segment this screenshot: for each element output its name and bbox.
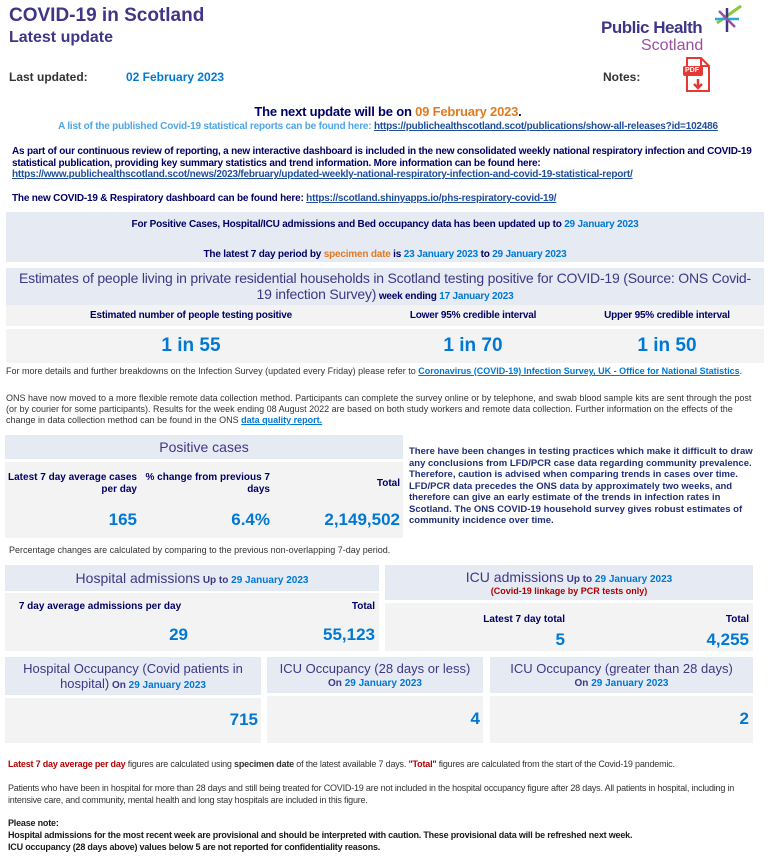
update-banner-line1: For Positive Cases, Hospital/ICU admissions and Bed occupancy data has been updated up to 29 January 2023: [131, 219, 639, 230]
hospital-occupancy-title-row: Hospital Occupancy (Covid patients in hospital) On 29 January 2023: [23, 661, 243, 691]
ons-value-estimate: 1 in 55: [161, 335, 221, 356]
icu-occupancy-long-value: 2: [739, 709, 749, 728]
hosp-label-total: Total: [351, 601, 375, 612]
cases-value-avg: 165: [108, 510, 137, 529]
logo-star-icon: [709, 4, 743, 34]
footer-occupancy-note: Patients who have been in hospital for more than 28 days and still being treated for COVID-19 are not included in the hospital occupancy figure after 28 days. All patients in hospital, including in intensive care, and community, mental health and long stay hospitals are included in this figure.: [8, 783, 735, 805]
please-note-icu: ICU occupancy (28 days above) values below 5 are not reported for confidentiality reasons.: [8, 842, 381, 852]
pdf-label: PDF: [685, 67, 699, 74]
last-updated-label: Last updated:: [9, 70, 88, 84]
hosp-label-avg: 7 day average admissions per day: [18, 601, 182, 612]
next-update-date: 09 February 2023: [415, 104, 519, 119]
review-paragraph: As part of our continuous review of reporting, a new interactive dashboard is included in the new consolidated weekly national respiratory infection and COVID-19 statistical publication, providing key summary statistics and trend information. More information can be found here: https://www.publichealthscotland.scot/news/2023/february/updated-weekly-national-respiratory-infection-and-covid-19-statistical-report/: [12, 146, 752, 180]
hospital-occupancy-date: 29 January 2023: [128, 680, 206, 691]
icu-occupancy-short-title: ICU Occupancy (28 days or less): [279, 661, 471, 676]
hospital-occupancy-header: [5, 657, 261, 695]
ons-week-date: 17 January 2023: [439, 291, 514, 302]
ons-value-upper: 1 in 50: [637, 335, 697, 356]
ons-more-info: For more details and further breakdowns on the Infection Survey (updated every Friday) please refer to Coronavirus (COVID-19) Infection Survey, UK - Office for National Statistics.: [6, 366, 743, 376]
news-link[interactable]: https://www.publichealthscotland.scot/news/2023/february/updated-weekly-national-respiratory-infection-and-covid-19-statistical-report/: [12, 169, 633, 180]
icu-label-total: Total: [725, 614, 749, 625]
update-banner-line2: The latest 7 day period by specimen date is 23 January 2023 to 29 January 2023: [203, 249, 567, 260]
footer-please-note: [8, 817, 768, 853]
icu-admissions-title: ICU admissions: [465, 569, 564, 585]
icu-value-7day: 5: [555, 630, 565, 649]
hospital-admissions-date: 29 January 2023: [231, 575, 309, 586]
hosp-value-total: 55,123: [323, 625, 375, 644]
hospital-occupancy-body: [5, 698, 261, 743]
ons-labels-row: [6, 305, 764, 326]
positive-cases-body: [5, 462, 403, 538]
icu-occupancy-short-body: [267, 696, 483, 743]
positive-cases-title: Positive cases: [159, 439, 249, 455]
icu-label-7day: Latest 7 day total: [483, 614, 565, 625]
dashboard-line: The new COVID-19 & Respiratory dashboard can be found here: https://scotland.shinyapps.io/phs-respiratory-covid-19/: [12, 193, 557, 204]
icu-occupancy-short-value: 4: [470, 709, 480, 728]
pdf-download-button[interactable]: [683, 57, 711, 93]
update-banner: [6, 212, 764, 262]
cases-label-change: % change from previous 7 days: [145, 472, 270, 495]
ons-values-row: [6, 329, 764, 363]
ons-method-info: ONS have now moved to a more flexible remote data collection method. Participants can complete the survey online or by telephone, and swab blood sample kits are sent through the post (or by courier for some participants). Results for the week ending 08 August 2022 are based on both study workers and remote data collection. Further information on the effects of the change in data collection method can be found in the ONS data quality report.: [6, 393, 752, 425]
ons-label-upper: Upper 95% credible interval: [604, 310, 730, 321]
hospital-admissions-title: Hospital admissions: [75, 570, 201, 586]
icu-occupancy-long-date-row: On 29 January 2023: [574, 678, 669, 689]
positive-cases-header: [5, 435, 403, 459]
page-subtitle: Latest update: [9, 29, 114, 46]
percentage-note: Percentage changes are calculated by comparing to the previous non-overlapping 7-day period.: [9, 545, 391, 555]
next-update: The next update will be on 09 February 2023.: [254, 104, 522, 119]
icu-occupancy-short-date-row: On 29 January 2023: [328, 678, 422, 689]
ons-value-lower: 1 in 70: [443, 335, 503, 356]
cases-label-avg: Latest 7 day average cases per day: [8, 472, 137, 495]
page-title: COVID-19 in Scotland: [9, 5, 205, 26]
phs-logo: [598, 4, 748, 54]
icu-occupancy-short-date: 29 January 2023: [344, 678, 422, 689]
ons-header: [6, 268, 764, 305]
hospital-admissions-body: [5, 593, 379, 651]
icu-occupancy-long-title: ICU Occupancy (greater than 28 days): [510, 661, 733, 676]
icu-occupancy-long-date: 29 January 2023: [591, 678, 669, 689]
logo-line1: Public Health: [601, 18, 703, 37]
cases-value-change: 6.4%: [231, 510, 270, 529]
icu-linkage-note: (Covid-19 linkage by PCR tests only): [490, 586, 648, 596]
ons-title: Estimates of people living in private residential households in Scotland testing positive for COVID-19 (Source: ONS Covid-19 infection Survey) week ending 17 January 2023: [19, 270, 751, 302]
dashboard-link[interactable]: https://scotland.shinyapps.io/phs-respiratory-covid-19/: [306, 193, 557, 204]
icu-admissions-date: 29 January 2023: [594, 574, 673, 585]
notes-label: Notes:: [603, 70, 641, 84]
last-updated-value: 02 February 2023: [126, 70, 225, 84]
icu-occupancy-long-body: [490, 696, 753, 743]
please-note-admissions: Hospital admissions for the most recent week are provisional and should be interpreted with caution. These provisional data will be refreshed next week.: [8, 830, 633, 840]
data-quality-link[interactable]: data quality report.: [241, 415, 323, 425]
icu-admissions-title-row: ICU admissions Up to 29 January 2023: [465, 569, 673, 585]
reports-link[interactable]: https://publichealthscotland.scot/publications/show-all-releases?id=102486: [373, 121, 718, 132]
footer-definitions: Latest 7 day average per day figures are calculated using specimen date of the latest available 7 days. "Total" figures are calculated from the start of the Covid-19 pandemic.: [8, 759, 675, 769]
icu-value-total: 4,255: [706, 630, 749, 649]
ons-survey-link[interactable]: Coronavirus (COVID-19) Infection Survey, UK - Office for National Statistics: [418, 366, 740, 376]
ons-label-lower: Lower 95% credible interval: [409, 310, 537, 321]
icu-occupancy-short-header: [267, 657, 483, 693]
reports-line: A list of the published Covid-19 statistical reports can be found here: https://publichealthscotland.scot/publications/show-all-releases?id=102486: [58, 121, 718, 132]
hospital-admissions-header: [5, 565, 379, 591]
cases-label-total: Total: [376, 478, 400, 489]
pdf-icon: [683, 57, 711, 93]
hospital-occupancy-value: 715: [229, 710, 258, 729]
testing-practices-note: There have been changes in testing practices which make it difficult to draw any conclusions from LFD/PCR case data regarding community prevalence. Therefore, caution is advised when comparing trends in cases over time. LFD/PCR data precedes the ONS data by approximately two weeks, and therefore can give an early estimate of the trends in infection rates in Scotland. The ONS COVID-19 household survey gives robust estimates of community incidence over time.: [409, 446, 753, 526]
hosp-value-avg: 29: [169, 625, 188, 644]
icu-admissions-header: [385, 565, 753, 600]
ons-label-estimate: Estimated number of people testing positive: [90, 310, 292, 321]
icu-admissions-body: [385, 603, 753, 651]
hospital-occupancy-title: Hospital Occupancy (Covid patients in hospital): [23, 661, 243, 691]
hospital-admissions-title-row: Hospital admissions Up to 29 January 2023: [75, 570, 309, 586]
logo-line2: Scotland: [641, 37, 704, 54]
icu-occupancy-long-header: [490, 657, 753, 693]
please-note-label: Please note:: [8, 818, 59, 828]
cases-value-total: 2,149,502: [324, 510, 400, 529]
